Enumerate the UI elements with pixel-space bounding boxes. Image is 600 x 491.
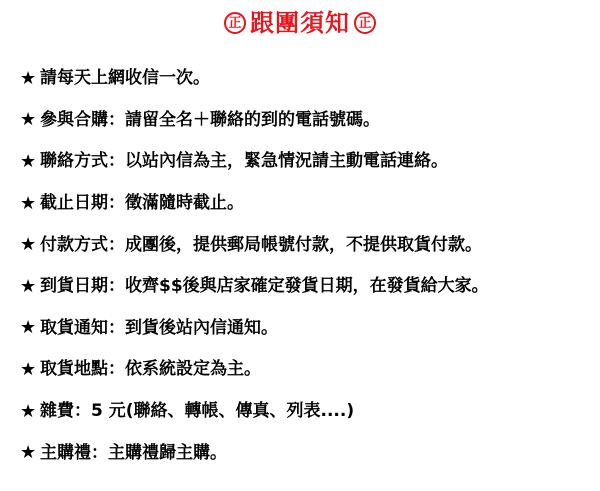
rule-check-mail <box>20 58 595 100</box>
rule-text: 到貨後站內信通知。 <box>125 317 278 338</box>
rule-label: 截止日期： <box>40 193 125 214</box>
rule-label: 到貨日期： <box>40 276 125 297</box>
right-seal-icon: 正 <box>354 12 376 34</box>
rule-label: 取貨地點： <box>40 359 125 380</box>
rule-text: 5 元(聯絡、轉帳、傳真、列表....) <box>91 401 355 422</box>
rule-text: 請留全名＋聯絡的到的電話號碼。 <box>125 109 380 130</box>
star-icon: ★ <box>20 234 37 256</box>
rule-label: 參與合購： <box>40 109 125 130</box>
star-icon: ★ <box>20 275 37 297</box>
rule-label: 取貨通知： <box>40 317 125 338</box>
rule-text: 主購禮歸主購。 <box>108 442 227 463</box>
star-icon: ★ <box>20 400 37 422</box>
rule-arrival-date <box>20 266 595 308</box>
rule-label: 聯絡方式： <box>40 151 125 172</box>
star-icon: ★ <box>20 109 37 131</box>
left-seal-icon: 正 <box>224 12 246 34</box>
rule-text: 徵滿隨時截止。 <box>125 193 244 214</box>
star-icon: ★ <box>20 192 37 214</box>
star-icon: ★ <box>20 317 37 339</box>
rule-text: 依系統設定為主。 <box>125 359 261 380</box>
rule-label: 主購禮： <box>40 442 108 463</box>
rule-text: 請每天上網收信一次。 <box>40 68 210 89</box>
rule-organizer-gift <box>20 432 595 474</box>
rule-text: 成團後，提供郵局帳號付款，不提供取貨付款。 <box>125 234 482 255</box>
star-icon: ★ <box>20 67 37 89</box>
rule-label: 付款方式： <box>40 234 125 255</box>
rule-pickup-location <box>20 349 595 391</box>
star-icon: ★ <box>20 150 37 172</box>
rule-label: 雜費： <box>40 401 91 422</box>
rule-contact-method <box>20 141 595 183</box>
rule-deadline <box>20 183 595 225</box>
page-title: 跟團須知 <box>250 9 350 37</box>
star-icon: ★ <box>20 442 37 464</box>
rule-misc-fees <box>20 391 595 433</box>
rule-text: 收齊$$後與店家確定發貨日期，在發貨給大家。 <box>125 276 489 297</box>
star-icon: ★ <box>20 358 37 380</box>
rule-text: 以站內信為主，緊急情況請主動電話連絡。 <box>125 151 448 172</box>
notice-title <box>0 6 600 40</box>
rule-payment-method <box>20 224 595 266</box>
rule-pickup-notice <box>20 308 595 350</box>
rule-join-purchase <box>20 100 595 142</box>
rules-list <box>20 58 595 474</box>
